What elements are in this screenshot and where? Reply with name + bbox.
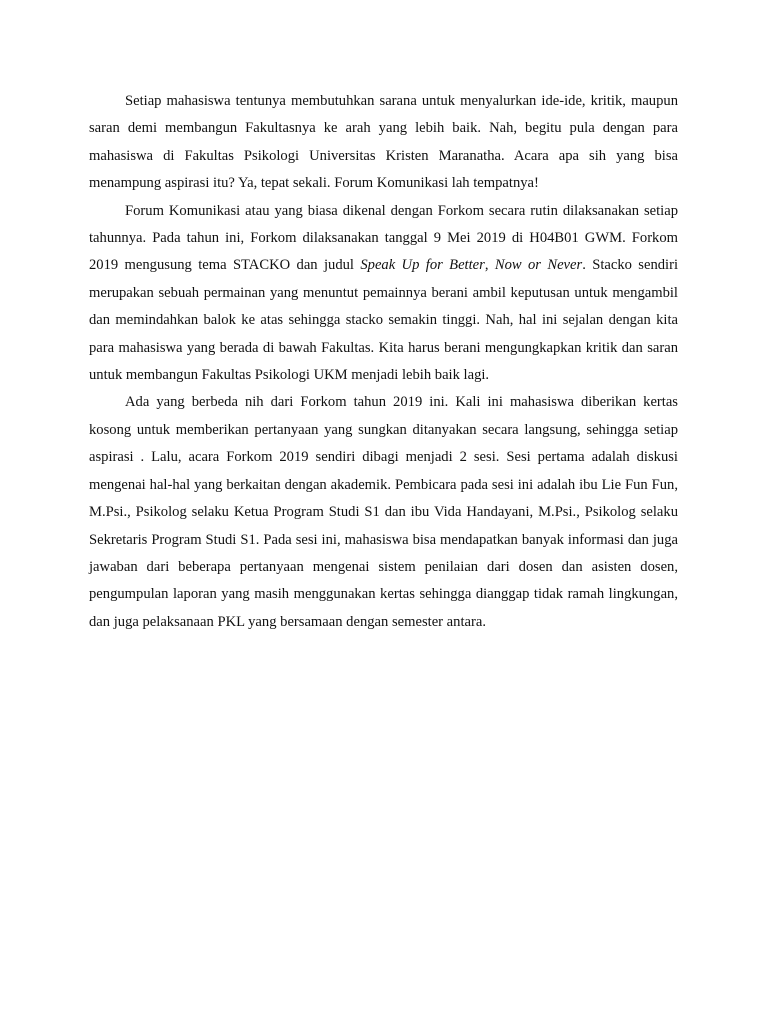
paragraph-2-part-2: . Stacko sendiri merupakan sebuah permainan yang menuntut pemainnya berani ambil keputusan untuk mengambil dan memindahkan balok ke atas sehingga stacko semakin tinggi. Nah, hal ini sejalan dengan kita para mahasiswa yang berada di bawah Fakultas. Kita harus berani mengungkapkan kritik dan saran untuk membangun Fakultas Psikologi UKM menjadi lebih baik lagi. [89, 257, 679, 384]
paragraph-1: Setiap mahasiswa tentunya membutuhkan sarana untuk menyalurkan ide-ide, kritik, maupun saran demi membangun Fakultasnya ke arah yang lebih baik. Nah, begitu pula dengan para mahasiswa di Fakultas Psikologi Universitas Kristen Maranatha. Acara apa sih yang bisa menampung aspirasi itu? Ya, tepat sekali. Forum Komunikasi lah tempatnya! [89, 93, 678, 192]
paragraph-3: Ada yang berbeda nih dari Forkom tahun 2019 ini. Kali ini mahasiswa diberikan kertas kosong untuk memberikan pertanyaan yang sungkan ditanyakan secara langsung, sehingga setiap aspirasi . Lalu, acara Forkom 2019 sendiri dibagi menjadi 2 sesi. Sesi pertama adalah diskusi mengenai hal-hal yang berkaitan dengan akademik. Pembicara pada sesi ini adalah ibu Lie Fun Fun, M.Psi., Psikolog selaku Ketua Program Studi S1 dan ibu Vida Handayani, M.Psi., Psikolog selaku Sekretaris Program Studi S1. Pada sesi ini, mahasiswa bisa mendapatkan banyak informasi dan juga jawaban dari beberapa pertanyaan mengenai sistem penilaian dari dosen dan asisten dosen, pengumpulan laporan yang masih menggunakan kertas sehingga dianggap tidak ramah lingkungan, dan juga pelaksanaan PKL yang bersamaan dengan semester antara. [89, 394, 678, 630]
event-title-part-2: Now or Never [494, 257, 583, 274]
event-title-part-1: Speak Up for Better [360, 257, 485, 274]
document-body [89, 88, 678, 636]
paragraph-2-part-1: Forum Komunikasi atau yang biasa dikenal dengan Forkom secara rutin dilaksanakan setiap tahunnya. Pada tahun ini, Forkom dilaksanakan tanggal 9 Mei 2019 di H04B01 GWM. Forkom 2019 mengusung tema STACKO dan judul [89, 202, 678, 274]
event-title-separator: , [484, 257, 495, 274]
paragraph-2 [89, 198, 678, 390]
